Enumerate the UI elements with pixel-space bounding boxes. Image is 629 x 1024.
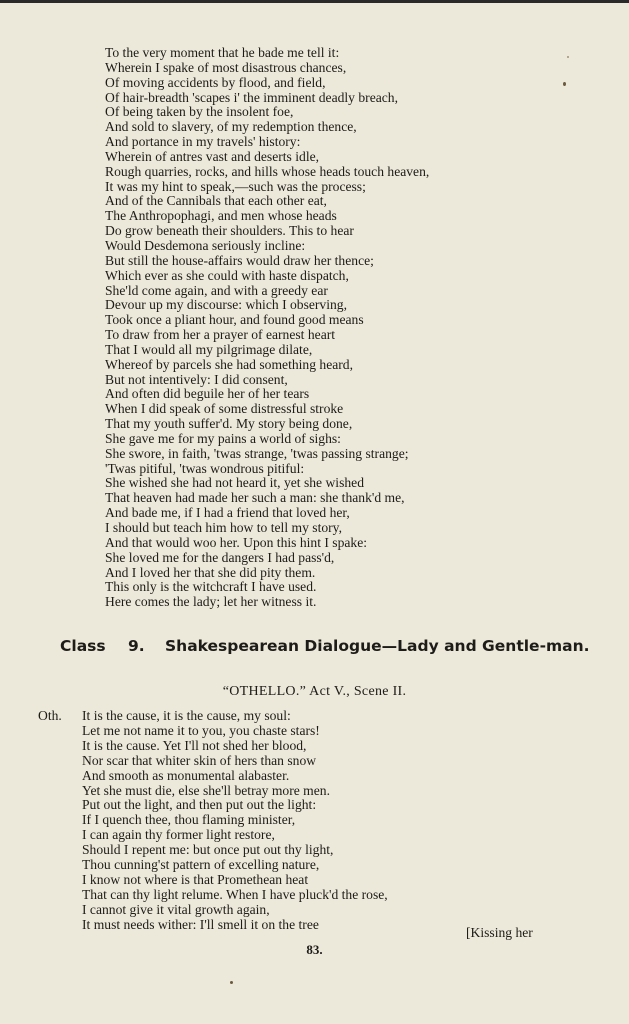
verse-line: Here comes the lady; let her witness it.	[105, 594, 317, 610]
verse-line: Rough quarries, rocks, and hills whose heads touch heaven,	[105, 163, 430, 179]
speech-line: If I quench thee, thou flaming minister,	[82, 812, 296, 828]
class-number: 9.	[128, 637, 145, 655]
verse-line: I should but teach him how to tell my story,	[105, 520, 342, 535]
speech-line: And smooth as monumental alabaster.	[82, 767, 290, 783]
page-number: 83.	[306, 942, 323, 957]
speech-line: Put out the light, and then put out the light:	[82, 797, 317, 813]
verse-line: Devour up my discourse: which I observing,	[105, 297, 347, 313]
speech-lines	[82, 709, 562, 933]
section-title: Shakespearean Dialogue—Lady and Gentle-man.	[165, 637, 590, 655]
verse-line: This only is the witchcraft I have used.	[105, 579, 317, 595]
page-top-edge	[0, 0, 629, 3]
verse-line: That I would all my pilgrimage dilate,	[105, 341, 313, 357]
paper-spot	[230, 981, 233, 984]
verse-line: To the very moment that he bade me tell it:	[105, 45, 340, 60]
speech-line: That can thy light relume. When I have pluck'd the rose,	[82, 886, 388, 902]
verse-line: Of moving accidents by flood, and field,	[105, 74, 326, 90]
verse-line: And that would woo her. Upon this hint I spake:	[105, 534, 368, 550]
verse-line: It was my hint to speak,—such was the process;	[105, 178, 366, 194]
verse-line: Which ever as she could with haste dispatch,	[105, 267, 349, 283]
speech-line: I cannot give it vital growth again,	[82, 901, 270, 917]
verse-line: And sold to slavery, of my redemption thence,	[105, 119, 357, 135]
verse-line: She swore, in faith, 'twas strange, 'twas passing strange;	[105, 445, 409, 461]
verse-line: That heaven had made her such a man: she thank'd me,	[105, 490, 405, 506]
verse-line: That my youth suffer'd. My story being done,	[105, 416, 353, 432]
verse-line: And of the Cannibals that each other eat,	[105, 193, 327, 209]
verse-block	[105, 46, 615, 610]
verse-line: Took once a pliant hour, and found good means	[105, 312, 364, 328]
stage-direction: [Kissing her	[466, 925, 533, 940]
verse-line: She wished she had not heard it, yet she wished	[105, 475, 364, 491]
verse-line: And I loved her that she did pity them.	[105, 564, 316, 580]
speech-line: Yet she must die, else she'll betray more men.	[82, 782, 330, 798]
verse-line: Of being taken by the insolent foe,	[105, 104, 294, 120]
verse-line: The Anthropophagi, and men whose heads	[105, 208, 337, 224]
verse-line: And often did beguile her of her tears	[105, 386, 310, 402]
paper-spot	[567, 56, 569, 58]
play-subheading: “OTHELLO.” Act V., Scene II.	[222, 684, 407, 699]
speaker-name: Oth.	[38, 708, 62, 723]
verse-line: Do grow beneath their shoulders. This to hear	[105, 223, 354, 239]
speech-line: Let me not name it to you, you chaste stars!	[82, 722, 320, 738]
speech-line: Should I repent me: but once put out thy light,	[82, 842, 334, 858]
verse-line: She gave me for my pains a world of sighs:	[105, 430, 341, 446]
verse-line: Of hair-breadth 'scapes i' the imminent deadly breach,	[105, 89, 399, 105]
class-label: Class	[60, 637, 106, 655]
verse-line: She loved me for the dangers I had pass'd,	[105, 549, 335, 565]
verse-line: Wherein of antres vast and deserts idle,	[105, 148, 320, 164]
verse-line: Whereof by parcels she had something heard,	[105, 356, 353, 372]
verse-line: She'ld come again, and with a greedy ear	[105, 282, 328, 298]
verse-line: And portance in my travels' history:	[105, 134, 301, 150]
speech-line: It is the cause, it is the cause, my soul:	[82, 708, 291, 723]
verse-line: To draw from her a prayer of earnest heart	[105, 327, 336, 343]
verse-line: When I did speak of some distressful stroke	[105, 401, 344, 417]
speech-line: I can again thy former light restore,	[82, 827, 275, 843]
verse-line: Would Desdemona seriously incline:	[105, 237, 306, 253]
speech-line: Thou cunning'st pattern of excelling nature,	[82, 857, 320, 873]
verse-line: But not intentively: I did consent,	[105, 371, 288, 387]
paper-spot	[563, 82, 566, 86]
verse-line: Wherein I spake of most disastrous chances,	[105, 59, 347, 75]
speech-line: It must needs wither: I'll smell it on the tree	[82, 916, 319, 932]
verse-line: And bade me, if I had a friend that loved her,	[105, 505, 350, 521]
speech-line: I know not where is that Promethean heat	[82, 871, 309, 887]
speech-line: It is the cause. Yet I'll not shed her blood,	[82, 737, 307, 753]
speech-line: Nor scar that whiter skin of hers than snow	[82, 752, 317, 768]
verse-line: But still the house-affairs would draw her thence;	[105, 252, 374, 268]
verse-line: 'Twas pitiful, 'twas wondrous pitiful:	[105, 460, 305, 476]
